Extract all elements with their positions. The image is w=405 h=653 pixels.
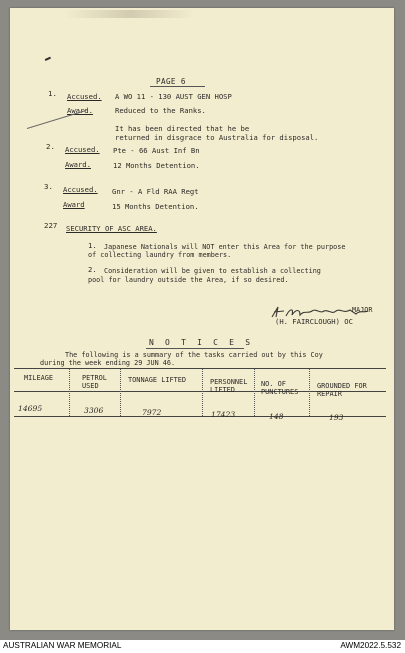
section-point-1-number: 1. bbox=[88, 241, 97, 250]
cell-mileage: 14695 bbox=[18, 404, 43, 413]
table-divider bbox=[120, 369, 121, 416]
summary-table bbox=[14, 368, 386, 432]
item-3-accused: Gnr - A Fld RAA Regt bbox=[112, 187, 199, 196]
section-point-1-line-2: of collecting laundry from members. bbox=[88, 251, 232, 259]
cell-grounded: 193 bbox=[329, 413, 344, 422]
cell-tonnage: 7972 bbox=[142, 408, 162, 417]
signature-name: (H. FAIRCLOUGH) OC bbox=[275, 317, 353, 326]
scan-smudge bbox=[65, 10, 195, 18]
signature-rank: MAJOR bbox=[352, 306, 373, 314]
item-1-accused: A WO 11 - 130 AUST GEN HOSP bbox=[115, 92, 232, 101]
col-header-grounded-2: REPAIR bbox=[317, 390, 342, 398]
section-number: 227 bbox=[44, 221, 58, 230]
item-1-note-line-2: returned in disgrace to Australia for disposal. bbox=[115, 133, 319, 142]
item-1-note-line-1: It has been directed that he be bbox=[115, 124, 250, 133]
item-1-accused-label: Accused. bbox=[67, 92, 102, 101]
section-point-1-line-1: Japanese Nationals will NOT enter this Area for the purpose bbox=[104, 243, 346, 251]
notices-heading: N O T I C E S bbox=[149, 338, 254, 347]
pen-stroke bbox=[27, 110, 87, 129]
item-1-number: 1. bbox=[48, 89, 57, 98]
col-header-tonnage: TONNAGE LIFTED bbox=[128, 376, 187, 384]
cell-personnel: 17423 bbox=[211, 410, 236, 419]
item-2-award: 12 Months Detention. bbox=[113, 161, 200, 170]
table-divider bbox=[254, 369, 255, 416]
page-number-underline bbox=[150, 86, 205, 87]
item-3-number: 3. bbox=[44, 182, 53, 191]
footer-institution: AUSTRALIAN WAR MEMORIAL bbox=[3, 641, 122, 650]
item-2-accused: Pte - 66 Aust Inf Bn bbox=[113, 146, 200, 155]
document-page bbox=[10, 8, 394, 630]
item-1-award-label: Award. bbox=[67, 106, 93, 115]
item-3-accused-label: Accused. bbox=[63, 185, 98, 194]
cell-punctures: 148 bbox=[269, 412, 284, 421]
archive-footer bbox=[0, 640, 405, 653]
col-header-personnel-2: LIFTED bbox=[210, 386, 235, 394]
notices-intro-line-1: The following is a summary of the tasks carried out by this Coy bbox=[65, 351, 323, 359]
item-3-award-label: Award bbox=[63, 200, 85, 209]
col-header-punctures: NO. OF bbox=[261, 380, 286, 388]
notices-intro-line-2: during the week ending 29 JUN 46. bbox=[40, 359, 176, 367]
col-header-mileage: MILEAGE bbox=[24, 374, 54, 382]
col-header-petrol-2: USED bbox=[82, 382, 99, 390]
item-2-number: 2. bbox=[46, 142, 55, 151]
col-header-personnel: PERSONNEL bbox=[210, 378, 248, 386]
section-point-2-line-2: pool for laundry outside the Area, if so desired. bbox=[88, 276, 289, 284]
pen-mark bbox=[43, 53, 51, 61]
item-2-award-label: Award. bbox=[65, 160, 91, 169]
table-divider bbox=[309, 369, 310, 416]
page-number: PAGE 6 bbox=[156, 77, 186, 86]
section-heading: SECURITY OF ASC AREA. bbox=[66, 224, 157, 233]
item-1-award: Reduced to the Ranks. bbox=[115, 106, 206, 115]
col-header-punctures-2: PUNCTURES bbox=[261, 388, 299, 396]
section-point-2-line-1: Consideration will be given to establish a collecting bbox=[104, 267, 321, 275]
item-2-accused-label: Accused. bbox=[65, 145, 100, 154]
footer-accession-number: AWM2022.5.532 bbox=[340, 641, 401, 650]
item-3-award: 15 Months Detention. bbox=[112, 202, 199, 211]
table-divider bbox=[69, 369, 70, 416]
section-point-2-number: 2. bbox=[88, 265, 97, 274]
col-header-grounded: GROUNDED FOR bbox=[317, 382, 367, 390]
cell-petrol: 3306 bbox=[84, 406, 104, 415]
col-header-petrol: PETROL bbox=[82, 374, 107, 382]
notices-underline bbox=[146, 348, 244, 349]
table-divider bbox=[202, 369, 203, 416]
